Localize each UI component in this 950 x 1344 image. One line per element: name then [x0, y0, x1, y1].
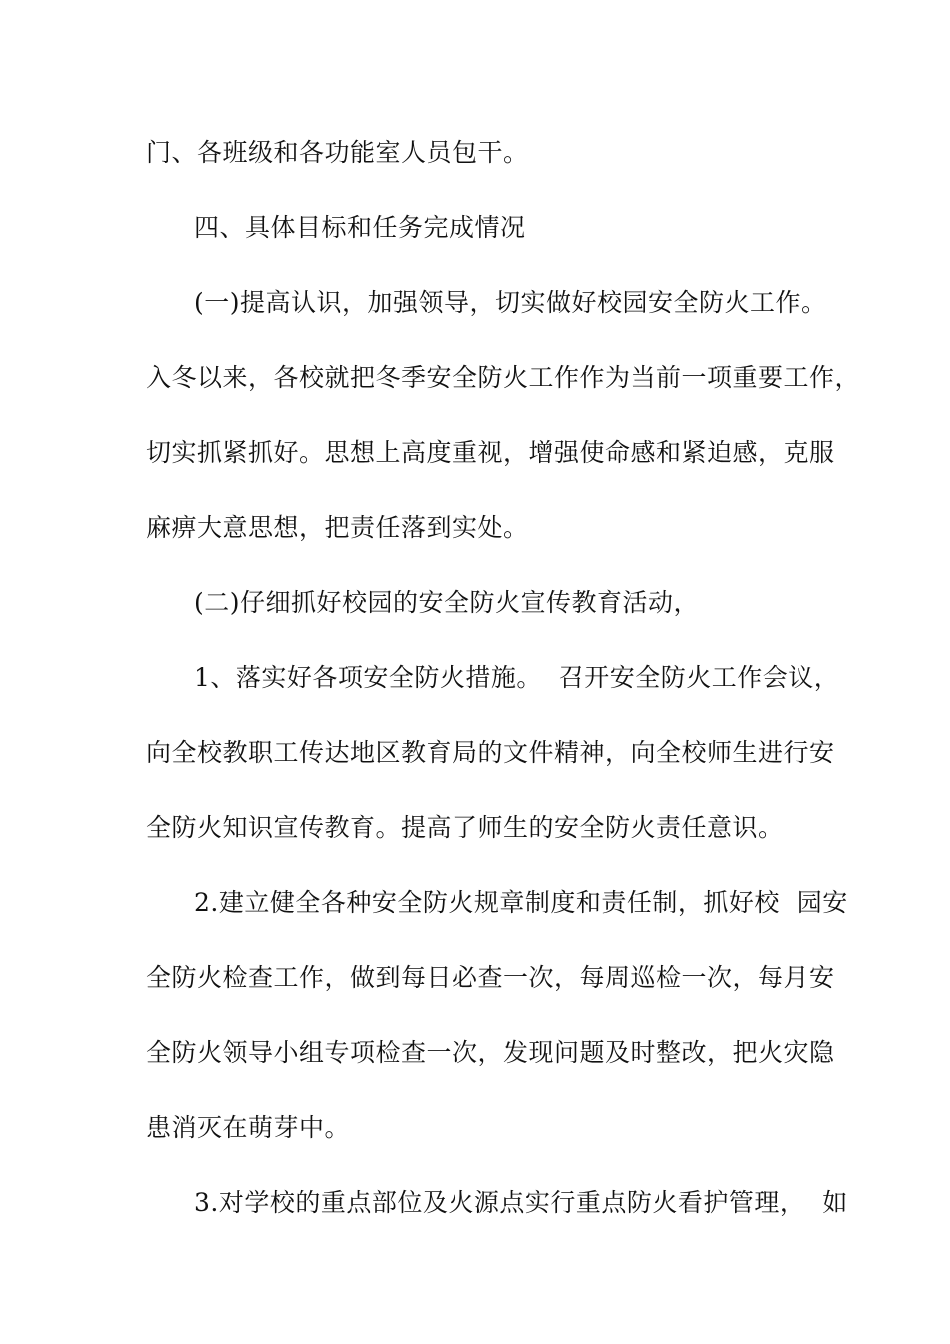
- subsection-heading: (一)提高认识，加强领导，切实做好校园安全防火工作。: [194, 288, 827, 317]
- paragraph-line: 麻痹大意思想，把责任落到实处。: [146, 513, 529, 542]
- paragraph-line: 全防火知识宣传教育。提高了师生的安全防火责任意识。: [146, 813, 784, 842]
- list-item-line: 2.建立健全各种安全防火规章制度和责任制，抓好校 园安: [194, 888, 848, 917]
- paragraph-line: 向全校教职工传达地区教育局的文件精神，向全校师生进行安: [146, 738, 835, 767]
- paragraph-line: 全防火领导小组专项检查一次，发现问题及时整改，把火灾隐: [146, 1038, 835, 1067]
- subsection-heading: (二)仔细抓好校园的安全防火宣传教育活动，: [194, 588, 700, 617]
- paragraph-line: 切实抓紧抓好。思想上高度重视，增强使命感和紧迫感，克服: [146, 438, 835, 467]
- list-item-line: 3.对学校的重点部位及火源点实行重点防火看护管理， 如: [194, 1188, 848, 1217]
- paragraph-line: 入冬以来，各校就把冬季安全防火工作作为当前一项重要工作，: [146, 363, 861, 392]
- paragraph-line: 全防火检查工作，做到每日必查一次，每周巡检一次，每月安: [146, 963, 835, 992]
- section-heading: 四、具体目标和任务完成情况: [194, 213, 526, 242]
- paragraph-line: 门、各班级和各功能室人员包干。: [146, 138, 529, 167]
- paragraph-line: 患消灭在萌芽中。: [146, 1113, 351, 1142]
- list-item-line: 1、落实好各项安全防火措施。 召开安全防火工作会议，: [194, 663, 840, 692]
